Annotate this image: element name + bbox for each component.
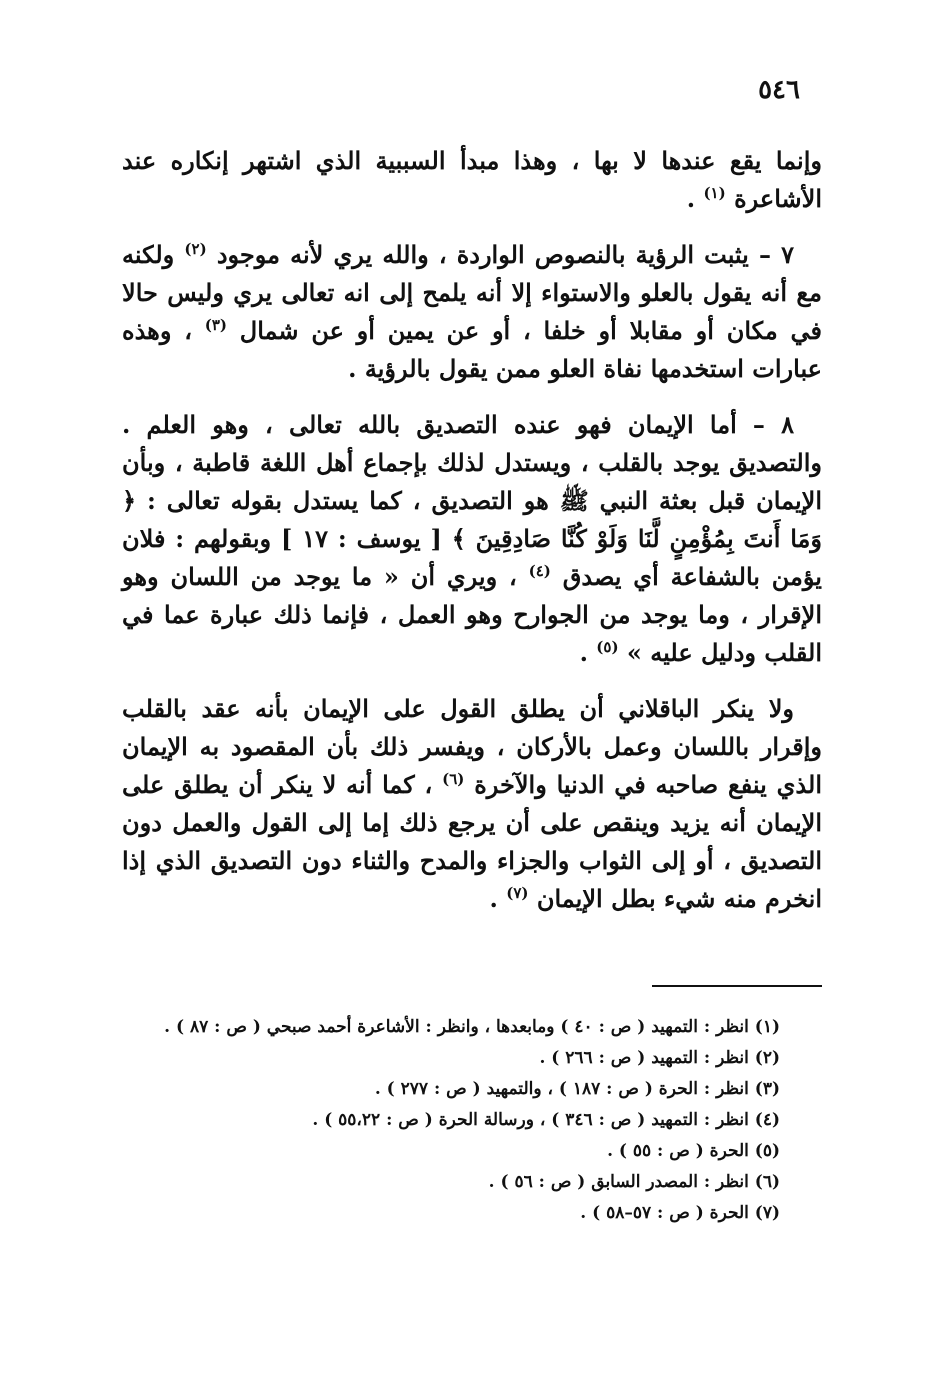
paragraph-text: وبقولهم : فلان يؤمن بالشفاعة أي يصدق — [122, 524, 822, 591]
footnote-ref-5: (٥) — [596, 638, 619, 656]
footnotes — [100, 1012, 780, 1229]
paragraph-3 — [122, 406, 822, 672]
verse-citation: [ يوسف : ١٧ ] — [271, 524, 452, 553]
paragraph-1 — [122, 142, 822, 218]
footnote-2: (٢) انظر : التمهيد ( ص : ٢٦٦ ) . — [539, 1048, 780, 1068]
paragraph-2 — [122, 236, 822, 388]
paragraph-text: ، ويري أن « ما يوجد من اللسان وهو الإقرار ، وما يوجد من الجوارح وهو العمل ، فإنما ذلك عبارة عما في القلب ودليل عليه » — [122, 562, 822, 667]
footnote-7: (٧) الحرة ( ص : ٥٧–٥٨ ) . — [580, 1203, 780, 1223]
page-number: ٥٤٦ — [758, 75, 800, 105]
paragraph-text: ولا ينكر الباقلاني أن يطلق القول على الإيمان بأنه عقد بالقلب وإقرار باللسان وعمل بالأركان ، ويفسر ذلك بأن المقصود به الإيمان الذي ينفع صاحبه في الدنيا والآخرة — [122, 694, 822, 799]
footnote-ref-1: (١) — [703, 184, 726, 202]
footnote-3: (٣) انظر : الحرة ( ص : ١٨٧ ) ، والتمهيد ( ص : ٢٧٧ ) . — [374, 1079, 780, 1099]
footnote-ref-6: (٦) — [442, 770, 465, 788]
paragraph-end: . — [579, 638, 597, 667]
paragraph-text: ، كما أنه لا ينكر أن يطلق على الإيمان أنه يزيد وينقص على أن يرجع ذلك إما إلى القول والعمل دون التصديق ، أو إلى الثواب والجزاء والمدح والثناء دون التصديق الذي إذا انخرم منه شيء بطل الإيمان — [122, 770, 823, 913]
footnote-ref-4: (٤) — [528, 562, 551, 580]
paragraph-text: ، وهذه عبارات استخدمها نفاة العلو ممن يقول بالرؤية . — [122, 316, 822, 383]
body-text — [122, 142, 822, 936]
paragraph-end: . — [686, 184, 704, 213]
footnote-4: (٤) انظر : التمهيد ( ص : ٣٤٦ ) ، ورسالة الحرة ( ص : ٥٥،٢٢ ) . — [312, 1110, 780, 1130]
footnote-ref-7: (٧) — [506, 884, 529, 902]
footnote-ref-3: (٣) — [204, 316, 228, 334]
paragraph-text: ٨ – أما الإيمان فهو عنده التصديق بالله تعالى ، وهو العلم . والتصديق يوجد بالقلب ، ويستدل لذلك بإجماع أهل اللغة قاطبة ، وبأن الإيمان قبل بعثة النبي ﷺ هو التصديق ، كما يستدل بقوله تعالى : — [122, 410, 822, 515]
paragraph-text: ولكنه مع أنه يقول بالعلو والاستواء إلا أنه يلمح إلى انه تعالى يري وليس حالا في مكان أو مقابلا أو خلفا ، أو عن يمين أو عن شمال — [122, 240, 822, 345]
quran-verse: ﴿ وَمَا أَنتَ بِمُؤْمِنٍ لَّنَا وَلَوْ كُنَّا صَادِقِينَ ﴾ — [122, 486, 822, 553]
paragraph-text: وإنما يقع عندها لا بها ، وهذا مبدأ السببية الذي اشتهر إنكاره عند الأشاعرة — [122, 146, 822, 213]
footnote-divider — [652, 985, 822, 987]
paragraph-end: . — [489, 884, 507, 913]
paragraph-4 — [122, 690, 822, 918]
footnote-ref-2: (٢) — [184, 240, 207, 258]
footnote-5: (٥) الحرة ( ص : ٥٥ ) . — [607, 1141, 780, 1161]
footnote-6: (٦) انظر : المصدر السابق ( ص : ٥٦ ) . — [488, 1172, 780, 1192]
paragraph-text: ٧ – يثبت الرؤية بالنصوص الواردة ، والله يري لأنه موجود — [206, 240, 795, 269]
footnote-1: (١) انظر : التمهيد ( ص : ٤٠ ) ومابعدها ، وانظر : الأشاعرة أحمد صبحي ( ص : ٨٧ ) . — [164, 1017, 780, 1037]
